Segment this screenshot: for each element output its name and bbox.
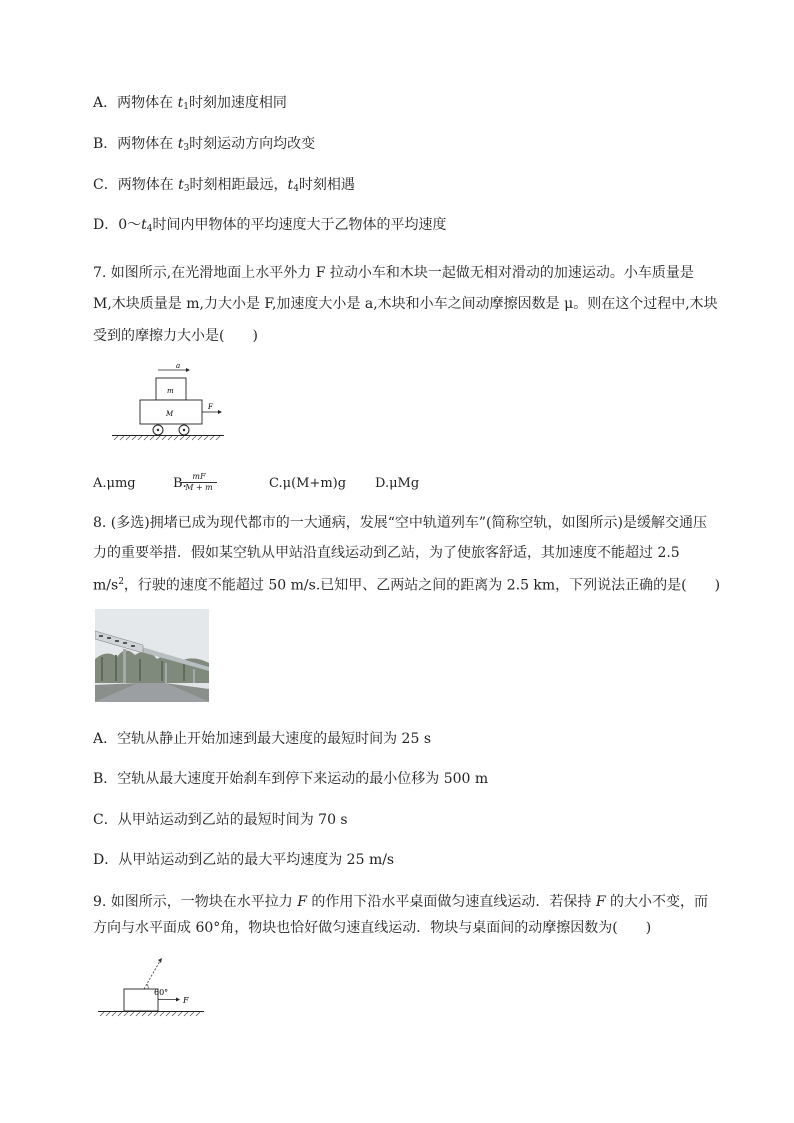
q9-stem-text-3: 的大小不变，而 — [605, 894, 709, 910]
q6-option-d — [93, 215, 447, 239]
q8-stem-line-2: 力的重要举措．假如某空轨从甲站沿直线运动到乙站，为了使旅客舒适，其加速度不能超过 2.5 — [93, 545, 680, 561]
q7-option-c: C.μ(M+m)g — [269, 476, 347, 491]
q6-option-b-sub: 3 — [183, 143, 190, 153]
q6-option-c-rest: 时刻相遇 — [298, 177, 355, 193]
q6-option-c-sub: 3 — [183, 184, 190, 194]
label-m: m — [167, 387, 174, 395]
block — [124, 989, 158, 1011]
label-M: M — [166, 410, 174, 418]
q6-option-d-var: t — [141, 217, 147, 233]
q8-unit: m/s — [93, 577, 119, 594]
q7-option-b-fraction — [181, 472, 217, 493]
q6-option-a-text: A．两物体在 — [93, 95, 178, 111]
sky-train-illustration — [95, 609, 209, 702]
q9-stem-line-1 — [93, 892, 708, 912]
q7-options — [93, 472, 693, 498]
table-hatch — [100, 1012, 200, 1016]
q8-stem-line-1: 8. (多选)拥堵已成为现代都市的一大通病，发展“空中轨道列车”(简称空轨，如图所示)是缓解交通压 — [93, 515, 707, 531]
q6-option-a-var: t — [177, 95, 184, 111]
q7-option-d: D.μMg — [375, 476, 420, 491]
angle-label: 60° — [154, 988, 169, 997]
q6-option-c-var2: t — [287, 177, 294, 193]
q7-stem-line-1: 7. 如图所示,在光滑地面上水平外力 F 拉动小车和木块一起做无相对滑动的加速运动。小车质量是 — [93, 265, 694, 281]
q6-option-c-text: C．两物体在 — [93, 177, 179, 193]
q7-option-b-numerator: mF — [181, 472, 217, 483]
tilted-force-arrow-head — [158, 958, 162, 963]
q9-stem-line-2: 方向与水平面成 60°角，物块也恰好做匀速直线运动．物块与桌面间的动摩擦因数为( ) — [93, 920, 652, 936]
q8-option-b: B．空轨从最大速度开始刹车到停下来运动的最小位移为 500 m — [93, 771, 489, 787]
q9-block-figure — [96, 955, 208, 1021]
q6-option-b-var: t — [177, 136, 184, 152]
ground-hatch — [114, 436, 220, 440]
q8-option-c: C．从甲站运动到乙站的最短时间为 70 s — [93, 812, 348, 828]
label-a: a — [176, 362, 181, 370]
q8-stem-rest: ，行驶的速度不能超过 50 m/s.已知甲、乙两站之间的距离为 2.5 km，下列说法正确的是( ) — [123, 577, 721, 594]
q6-option-a-rest: 时刻加速度相同 — [188, 95, 287, 111]
q6-option-d-rest: 时间内甲物体的平均速度大于乙物体的平均速度 — [152, 217, 447, 233]
q6-option-a-sub: 1 — [183, 102, 189, 112]
q6-option-c-mid: 时刻相距最远， — [189, 177, 288, 193]
q7-option-a: A.μmg — [93, 476, 136, 491]
sky-train-photo — [95, 609, 209, 702]
q6-option-d-text: D．0～ — [93, 217, 142, 233]
q7-stem-line-2: M,木块质量是 m,力大小是 F,加速度大小是 a,木块和小车之间动摩擦因数是 μ。则在这个过程中,木块 — [93, 296, 718, 312]
q7-stem-line-3: 受到的摩擦力大小是( ) — [93, 328, 258, 344]
tilted-force-arrow — [144, 961, 160, 989]
q9-stem-text-1: 9. 如图所示，一物块在水平拉力 — [93, 894, 298, 910]
q8-option-d: D．从甲站运动到乙站的最大平均速度为 25 m/s — [93, 852, 395, 868]
wheel-left-hub — [157, 429, 159, 431]
q8-stem-line-3 — [93, 572, 720, 596]
q7-cart-figure — [108, 360, 228, 442]
q6-option-b — [93, 134, 315, 158]
q6-option-b-rest: 时刻运动方向均改变 — [189, 136, 316, 152]
q8-option-a: A．空轨从静止开始加速到最大速度的最短时间为 25 s — [93, 731, 432, 747]
q7-option-b-denominator: M + m — [185, 483, 213, 492]
q9-var-f1: F — [297, 894, 307, 910]
q6-option-b-text: B．两物体在 — [93, 136, 178, 152]
wheel-right-hub — [183, 429, 185, 431]
q6-option-c-var: t — [178, 177, 184, 193]
horizontal-force-arrow-head — [176, 998, 180, 1002]
label-F: F — [183, 996, 189, 1005]
q6-option-d-sub: 4 — [146, 224, 153, 234]
q6-option-a — [93, 93, 287, 117]
q6-option-c — [93, 175, 355, 199]
label-F: F — [208, 403, 213, 411]
q7-option-b-prefix: B. — [173, 476, 187, 491]
acceleration-arrow-head — [186, 368, 190, 372]
angle-arc — [147, 984, 148, 989]
q6-option-c-sub2: 4 — [293, 184, 299, 194]
q8-unit-exponent: 2 — [118, 577, 124, 587]
q9-var-f2: F — [595, 894, 606, 910]
q9-stem-text-2: 的作用下沿水平桌面做匀速直线运动．若保持 — [306, 894, 596, 910]
force-arrow-head — [218, 410, 222, 414]
